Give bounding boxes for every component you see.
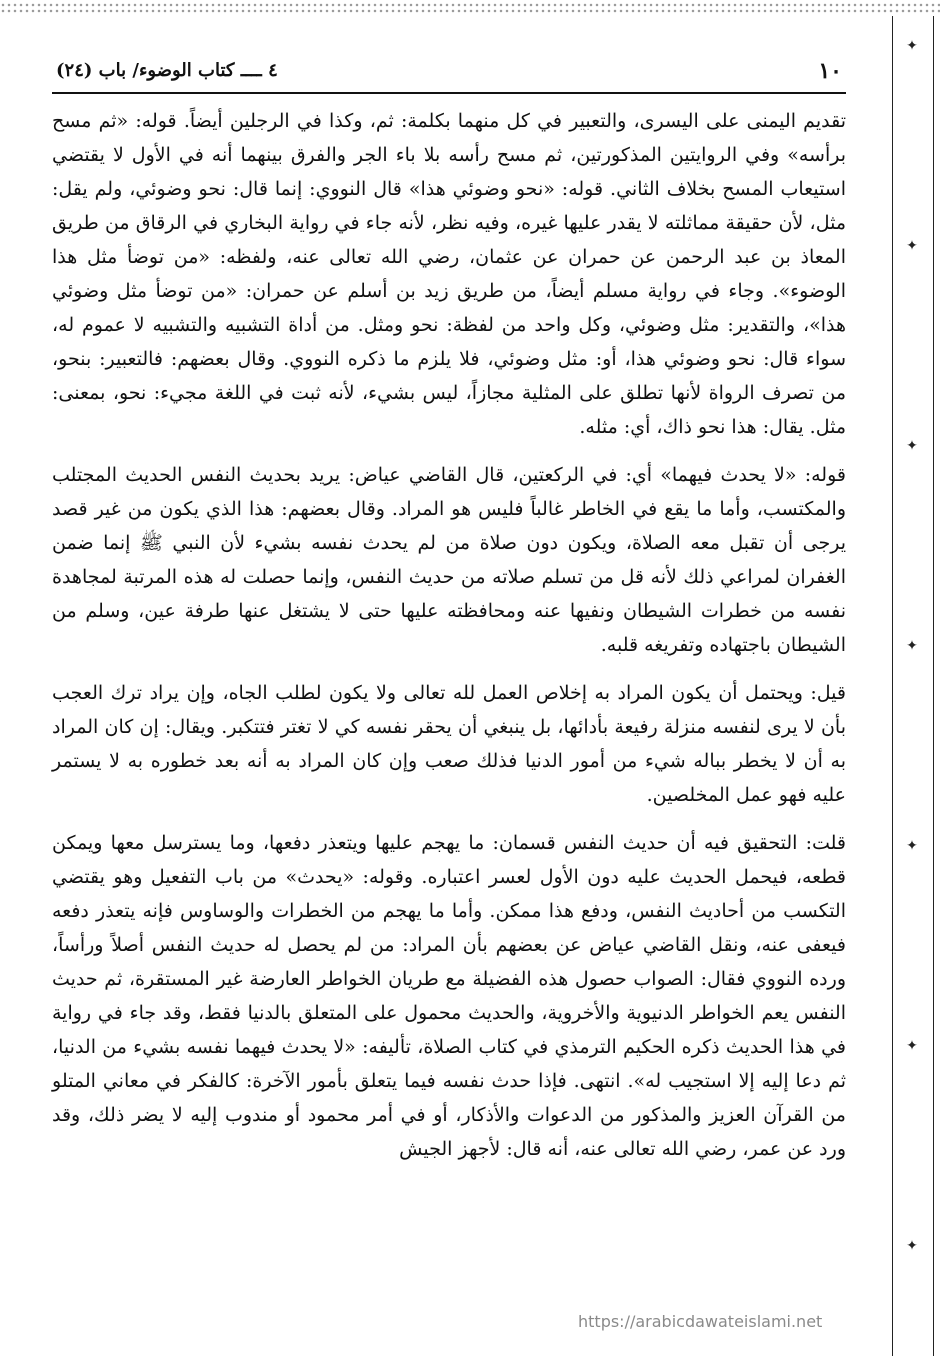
- ornament-icon: ✦: [906, 38, 918, 54]
- side-ornamental-border: [892, 16, 934, 1356]
- ornament-icon: ✦: [906, 1038, 918, 1054]
- page-body: [52, 104, 846, 1166]
- watermark-url: https://arabicdawateislami.net: [578, 1312, 823, 1331]
- ornament-icon: ✦: [906, 438, 918, 454]
- paragraph: قوله: «لا يحدث فيهما» أي: في الركعتين، قال القاضي عياض: يريد بحديث النفس الحديث المجتلب والمكتسب، وأما ما يقع في الخاطر غالباً فليس هو المراد. وقال بعضهم: هذا الذي يكون من غير قصد يرجى أن تقبل معه الصلاة، ويكون دون صلاة من لم يحدث نفسه بشيء لأن النبي ﷺ إنما ضمن الغفران لمراعي ذلك لأنه قل من تسلم صلاته من حديث النفس، وإنما حصلت له هذه المرتبة لمجاهدة نفسه من خطرات الشيطان ونفيها عنه ومحافظته عليها حتى لا يشتغل عنها طرفة عين، وسلم من الشيطان باجتهاده وتفريغه قلبه.: [52, 464, 846, 656]
- page-number: ١٠: [818, 58, 842, 84]
- top-ornamental-border: [0, 2, 940, 14]
- ornament-icon: ✦: [906, 638, 918, 654]
- running-head: ٤ ــــ كتاب الوضوء/ باب (٢٤): [56, 60, 278, 81]
- page-header: [52, 58, 846, 94]
- header-rule: [52, 92, 846, 94]
- ornament-icon: ✦: [906, 838, 918, 854]
- ornament-icon: ✦: [906, 238, 918, 254]
- paragraph: قلت: التحقيق فيه أن حديث النفس قسمان: ما يهجم عليها ويتعذر دفعها، وما يسترسل معها ويمكن قطعه، فيحمل الحديث عليه دون الأول لعسر اعتباره. وقوله: «يحدث» من باب التفعيل وهو يقتضي التكسب من أحاديث النفس، ودفع هذا ممكن. وأما ما يهجم من الخطرات والوساوس فإنه يتعذر دفعه فيعفى عنه، ونقل القاضي عياض عن بعضهم بأن المراد: من لم يحصل له حديث النفس أصلاً ورأساً، ورده النووي فقال: الصواب حصول هذه الفضيلة مع طريان الخواطر العارضة غير المستقرة، ثم حديث النفس يعم الخواطر الدنيوية والأخروية، والحديث محمول على المتعلق بالدنيا فقط، وقد جاء في رواية في هذا الحديث ذكره الحكيم الترمذي في كتاب الصلاة، تأليفه: «لا يحدث فيهما نفسه بشيء من الدنيا، ثم دعا إليه إلا استجيب له». انتهى. فإذا حدث نفسه فيما يتعلق بأمور الآخرة: كالفكر في معاني المتلو من القرآن العزيز والمذكور من الدعوات والأذكار، أو في أمر محمود أو مندوب إليه لا يضر ذلك، وقد ورد عن عمر، رضي الله تعالى عنه، أنه قال: لأجهز الجيش: [52, 832, 846, 1160]
- paragraph: قيل: ويحتمل أن يكون المراد به إخلاص العمل لله تعالى ولا يكون لطلب الجاه، وإن يراد ترك العجب بأن لا يرى لنفسه منزلة رفيعة بأدائها، بل ينبغي أن يحقر نفسه كي لا تغتر فتتكبر. ويقال: إن كان المراد به أن لا يخطر بباله شيء من أمور الدنيا فذلك صعب وإن كان المراد به أنه بعد خطوره به لا يستمر عليه فهو عمل المخلصين.: [52, 682, 846, 806]
- paragraph: تقديم اليمنى على اليسرى، والتعبير في كل منهما بكلمة: ثم، وكذا في الرجلين أيضاً. قوله: «ثم مسح برأسه» وفي الروايتين المذكورتين، ثم مسح رأسه بلا باء الجر والفرق بينهما أنه في الأول لا يقتضي استيعاب المسح بخلاف الثاني. قوله: «نحو وضوئي هذا» قال النووي: إنما قال: نحو وضوئي، ولم يقل: مثل، لأن حقيقة مماثلته لا يقدر عليها غيره، وفيه نظر، لأنه جاء في رواية البخاري في الرقاق من طريق المعاذ بن عبد الرحمن عن حمران عن عثمان، رضي الله تعالى عنه، ولفظه: «من توضأ مثل هذا الوضوء». وجاء في رواية مسلم أيضاً، من طريق زيد بن أسلم عن حمران: «من توضأ مثل وضوئي هذا»، والتقدير: مثل وضوئي، وكل واحد من لفظة: نحو ومثل. من أداة التشبيه والتشبيه لا عموم له، سواء قال: نحو وضوئي هذا، أو: مثل وضوئي، فلا يلزم ما ذكره النووي. وقال بعضهم: فالتعبير: بنحو، من تصرف الرواة لأنها تطلق على المثلية مجازاً، ليس بشيء، لأنه ثبت في اللغة مجيء: نحو، بمعنى: مثل. يقال: هذا نحو ذاك، أي: مثله.: [52, 110, 846, 438]
- ornament-icon: ✦: [906, 1238, 918, 1254]
